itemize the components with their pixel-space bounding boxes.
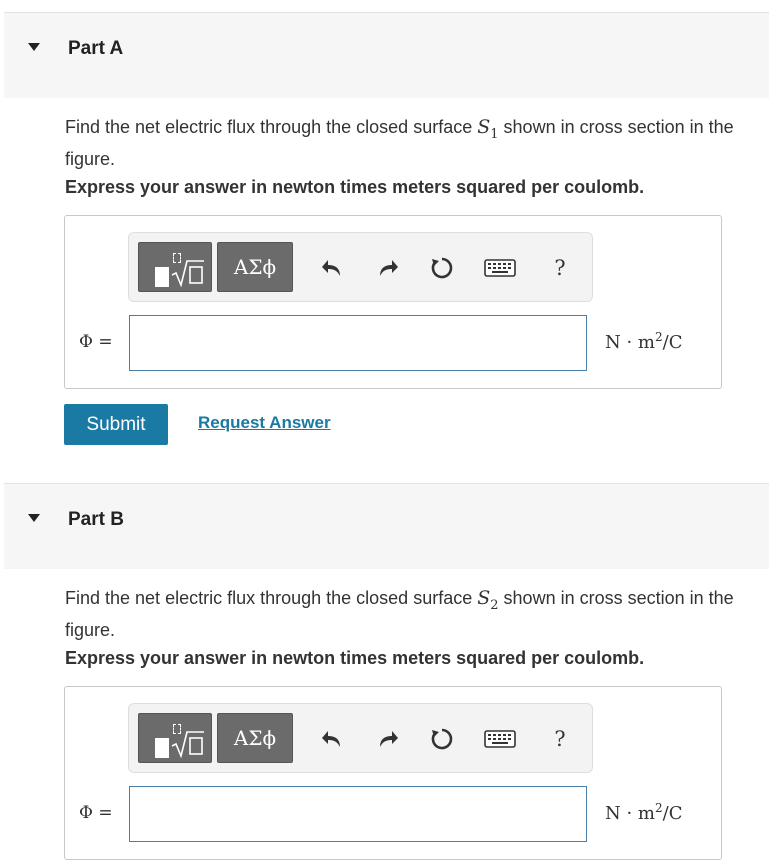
flux-label: Φ = — [79, 332, 113, 352]
keyboard-icon[interactable] — [483, 726, 517, 752]
math-toolbar — [128, 232, 593, 302]
caret-down-icon — [28, 43, 40, 51]
part-a-answer-box — [64, 215, 722, 389]
help-button[interactable]: ? — [554, 727, 566, 751]
greek-symbols-button[interactable]: ΑΣϕ — [217, 713, 293, 763]
part-a-instruction: Express your answer in newton times meters squared per coulomb. — [65, 177, 645, 197]
redo-icon[interactable] — [375, 726, 401, 752]
caret-down-icon — [28, 514, 40, 522]
radical-icon — [171, 730, 205, 758]
part-a-answer-input[interactable] — [129, 315, 587, 371]
part-b-answer-box — [64, 686, 722, 860]
part-b-header[interactable] — [4, 483, 769, 569]
help-button[interactable]: ? — [554, 256, 566, 280]
flux-label: Φ = — [79, 803, 113, 823]
surface-symbol: $S_1$ — [477, 116, 499, 142]
request-answer-link[interactable]: Request Answer — [198, 413, 331, 432]
units-label: $N \cdot m^2/C$ — [605, 801, 683, 824]
submit-button[interactable]: Submit — [64, 404, 168, 445]
templates-button[interactable] — [138, 242, 212, 292]
part-b-title: Part B — [68, 509, 124, 530]
math-toolbar — [128, 703, 593, 773]
template-box-icon — [155, 267, 169, 287]
part-b-answer-input[interactable] — [129, 786, 587, 842]
undo-icon[interactable] — [319, 255, 345, 281]
part-a-header[interactable] — [4, 12, 769, 98]
templates-button[interactable] — [138, 713, 212, 763]
redo-icon[interactable] — [375, 255, 401, 281]
part-a-title: Part A — [68, 38, 124, 59]
part-a-question: Find the net electric flux through the closed surface $S_1$ shown in cross section in the figure. — [65, 116, 734, 169]
reset-icon[interactable] — [429, 726, 455, 752]
part-b-question: Find the net electric flux through the closed surface $S_2$ shown in cross section in the figure. — [65, 587, 734, 640]
template-box-icon — [155, 738, 169, 758]
undo-icon[interactable] — [319, 726, 345, 752]
reset-icon[interactable] — [429, 255, 455, 281]
keyboard-icon[interactable] — [483, 255, 517, 281]
radical-icon — [171, 259, 205, 287]
greek-symbols-button[interactable]: ΑΣϕ — [217, 242, 293, 292]
part-b-instruction: Express your answer in newton times meters squared per coulomb. — [65, 648, 645, 668]
surface-symbol: $S_2$ — [477, 587, 499, 613]
units-label: $N \cdot m^2/C$ — [605, 330, 683, 353]
